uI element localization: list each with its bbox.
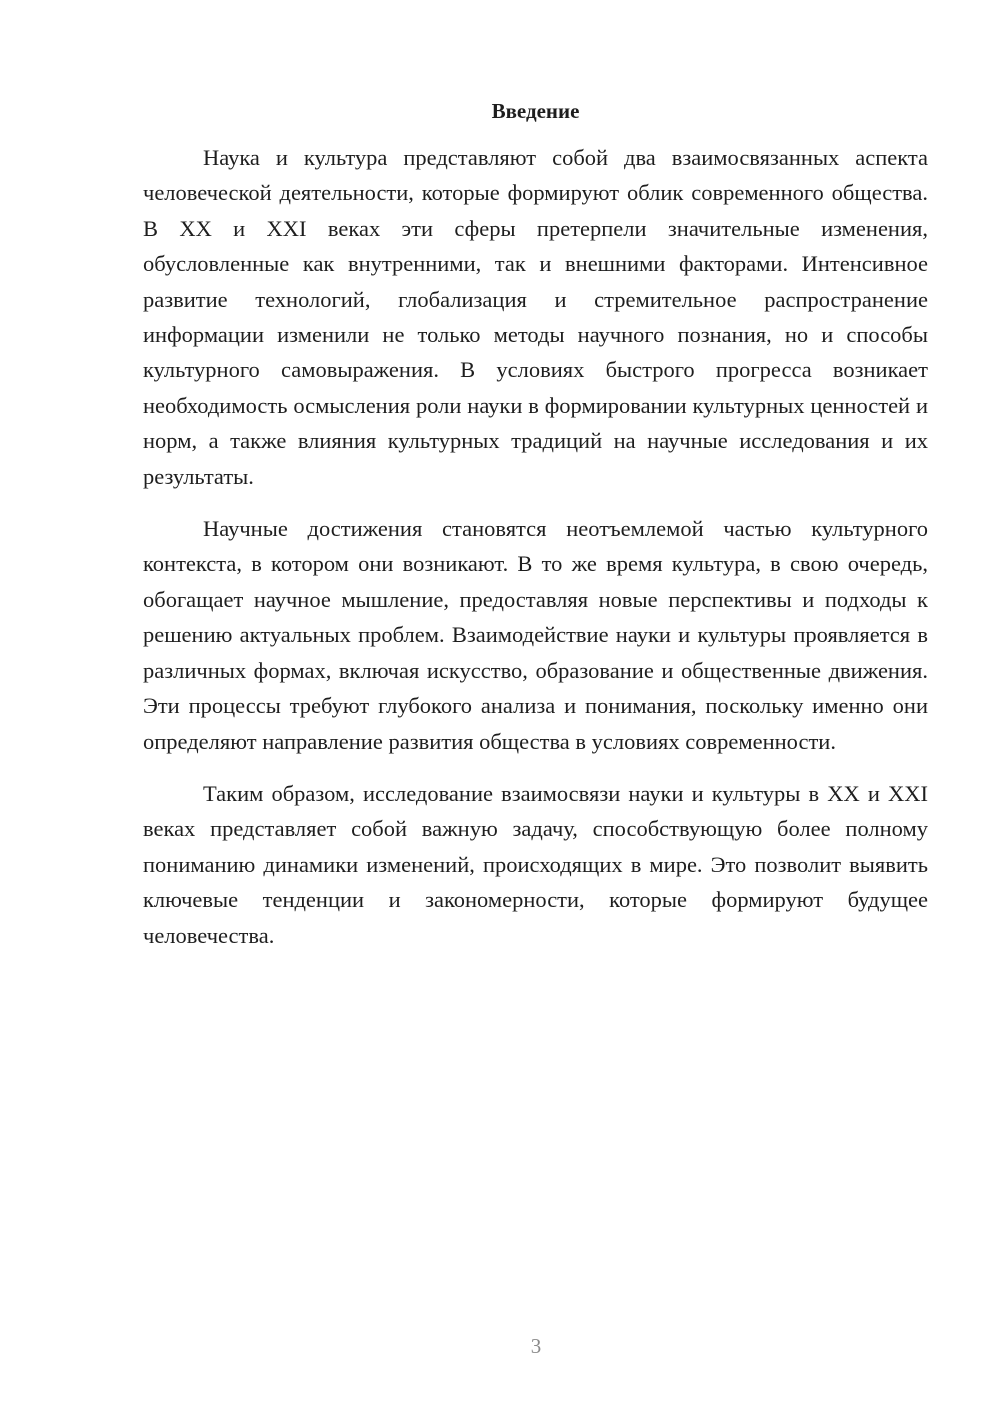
paragraph-1: Наука и культура представляют собой два взаимосвязанных аспекта человеческой деятельности, которые формируют облик современного общества. В XX и XXI веках эти сферы претерпели значительные изменения, обусловленные как внутренними, так и внешними факторами. Интенсивное развитие технологий, глобализация и стремительное распространение информации изменили не только методы научного познания, но и способы культурного самовыражения. В условиях быстрого прогресса возникает необходимость осмысления роли науки в формировании культурных ценностей и норм, а также влияния культурных традиций на научные исследования и их результаты.	[143, 145, 928, 489]
page-content	[143, 94, 928, 970]
section-heading: Введение	[491, 99, 580, 123]
page-number: 3	[530, 1334, 542, 1358]
paragraph-2: Научные достижения становятся неотъемлемой частью культурного контекста, в котором они возникают. В то же время культура, в свою очередь, обогащает научное мышление, предоставляя новые перспективы и подходы к решению актуальных проблем. Взаимодействие науки и культуры проявляется в различных формах, включая искусство, образование и общественные движения. Эти процессы требуют глубокого анализа и понимания, поскольку именно они определяют направление развития общества в условиях современности.	[143, 516, 928, 754]
paragraph-3: Таким образом, исследование взаимосвязи науки и культуры в XX и XXI веках представляет собой важную задачу, способствующую более полному пониманию динамики изменений, происходящих в мире. Это позволит выявить ключевые тенденции и закономерности, которые формируют будущее человечества.	[143, 780, 928, 948]
